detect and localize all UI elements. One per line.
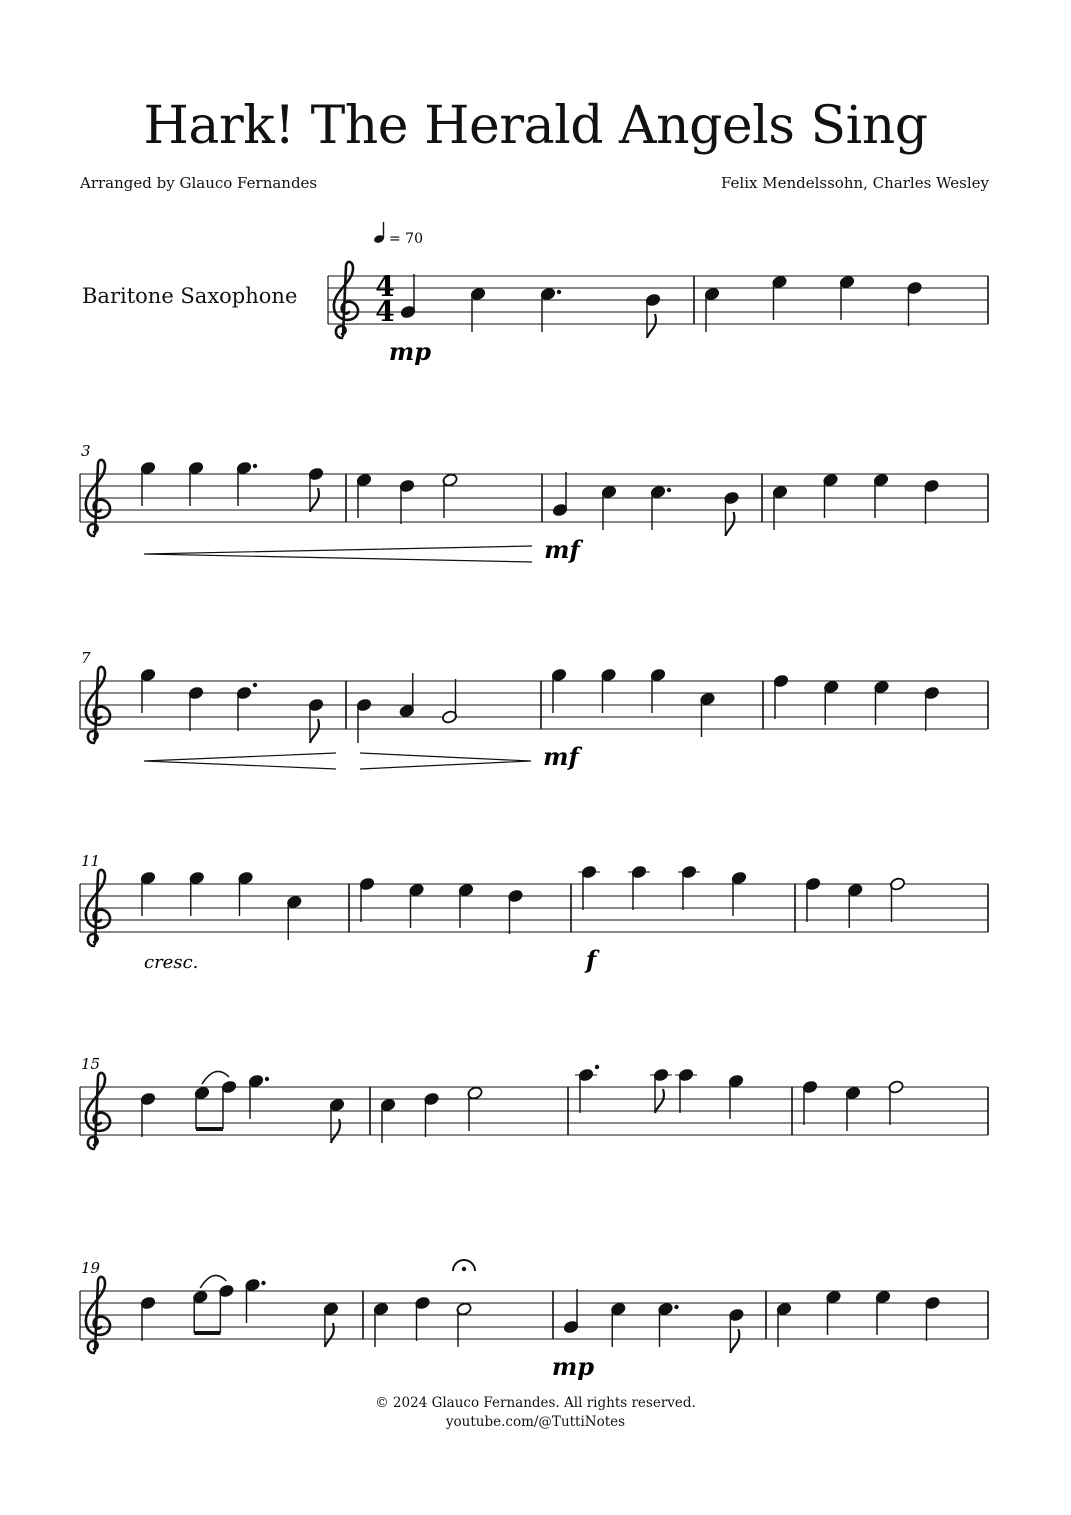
slur — [200, 1275, 226, 1288]
arranger-credit: Arranged by Glauco Fernandes — [80, 174, 318, 192]
augmentation-dot — [261, 1281, 265, 1285]
hairpin-crescendo — [144, 546, 532, 562]
dynamic-marking: cresc. — [144, 952, 199, 973]
note-flag — [730, 1329, 739, 1353]
dynamic-marking: mp — [551, 1352, 595, 1381]
note-flag — [726, 512, 735, 536]
augmentation-dot — [595, 1065, 599, 1069]
note-flag — [310, 719, 319, 743]
dynamic-marking: f — [585, 945, 597, 974]
augmentation-dot — [674, 1305, 678, 1309]
measure-number: 11 — [81, 852, 101, 870]
hairpin-crescendo — [144, 753, 336, 769]
measure-number: 19 — [81, 1259, 101, 1277]
note-flag — [647, 314, 656, 338]
staff-system — [328, 262, 988, 338]
augmentation-dot — [253, 683, 257, 687]
augmentation-dot — [265, 1077, 269, 1081]
footer — [0, 1394, 1071, 1432]
measure-number: 15 — [81, 1055, 101, 1073]
augmentation-dot — [557, 290, 561, 294]
augmentation-dot — [667, 488, 671, 492]
note-flag — [655, 1089, 664, 1113]
fermata-dot — [462, 1267, 466, 1271]
page-title: Hark! The Herald Angels Sing — [143, 96, 928, 156]
augmentation-dot — [253, 464, 257, 468]
dynamic-marking: mf — [543, 742, 579, 771]
note-flag — [310, 488, 319, 512]
time-signature-top: 4 — [375, 270, 395, 303]
measure-number: 7 — [81, 649, 91, 667]
dynamic-marking: mf — [544, 535, 580, 564]
hairpin-decrescendo — [360, 753, 531, 769]
dynamic-marking: mp — [388, 337, 432, 366]
staff-system — [80, 852, 988, 946]
staff-system — [80, 1259, 988, 1353]
tempo-marking — [373, 222, 423, 247]
composer-credit: Felix Mendelssohn, Charles Wesley — [720, 174, 989, 192]
channel-url: youtube.com/@TuttiNotes — [445, 1414, 626, 1430]
staff-systems — [80, 262, 988, 1381]
slur — [202, 1071, 229, 1084]
time-signature-bottom: 4 — [375, 295, 395, 328]
staff-system — [80, 649, 988, 743]
staff-system — [80, 442, 988, 536]
copyright-text: © 2024 Glauco Fernandes. All rights reserved. — [375, 1395, 696, 1411]
tempo-value: = 70 — [389, 231, 423, 247]
measure-number: 3 — [81, 442, 91, 460]
staff-system — [80, 1055, 988, 1149]
instrument-name: Baritone Saxophone — [82, 284, 298, 308]
